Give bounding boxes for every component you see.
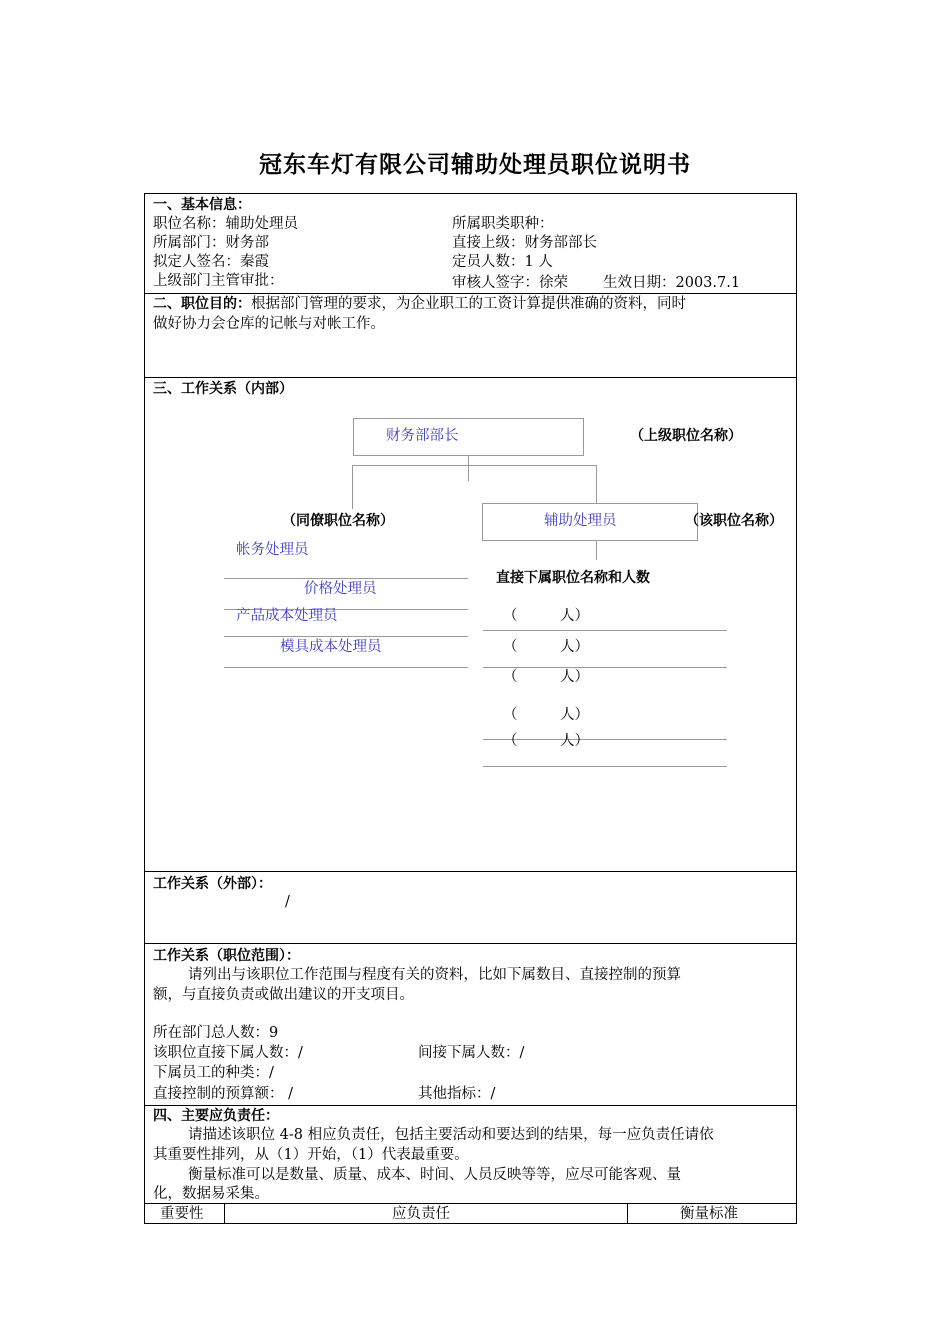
subordinate-slot-open: （ (503, 733, 518, 749)
superior-caption: （上级职位名称） (630, 428, 742, 444)
scope-intro-line-2: 额，与直接负责或做出建议的开支项目。 (153, 987, 414, 1003)
section-divider (144, 1105, 797, 1106)
column-divider (627, 1203, 628, 1223)
department: 所属部门：财务部 (153, 235, 269, 251)
subordinate-slot-open: （ (503, 707, 518, 723)
column-header-measure: 衡量标准 (680, 1206, 738, 1222)
job-category: 所属职类职种： (452, 216, 554, 232)
peer-item: 帐务处理员 (236, 542, 309, 558)
direct-subordinates: 该职位直接下属人数：/ (153, 1045, 303, 1061)
peer-separator (224, 667, 468, 668)
indirect-subordinates: 间接下属人数：/ (418, 1045, 525, 1061)
table-top-border (144, 193, 797, 194)
column-divider (224, 1203, 225, 1223)
duties-para2-line1: 衡量标准可以是数量、质量、成本、时间、人员反映等等，应尽可能客观、量 (188, 1167, 681, 1183)
basic-info-header: 一、基本信息： (153, 197, 251, 213)
table-right-border (796, 193, 797, 1224)
subordinate-slot-close: 人） (560, 608, 589, 624)
budget: 直接控制的预算额： / (153, 1086, 293, 1102)
internal-relations-header: 三、工作关系（内部） (153, 381, 293, 397)
peer-item: 价格处理员 (304, 581, 377, 597)
subordinate-slot-close: 人） (560, 707, 589, 723)
subordinate-separator (483, 739, 727, 740)
column-header-importance: 重要性 (160, 1206, 204, 1222)
column-header-responsibility: 应负责任 (392, 1206, 450, 1222)
headcount: 定员人数：1 人 (452, 254, 553, 270)
connector-line (596, 540, 597, 560)
job-name: 职位名称：辅助处理员 (153, 216, 298, 232)
subordinate-slot-open: （ (503, 608, 518, 624)
subordinate-slot-open: （ (503, 639, 518, 655)
purpose-header: 二、职位目的： (153, 296, 251, 312)
direct-superior: 直接上级：财务部部长 (452, 235, 597, 251)
section-divider (144, 943, 797, 944)
peer-separator (224, 578, 468, 579)
subordinate-separator (483, 630, 727, 631)
table-left-border (144, 193, 145, 1224)
external-relations-value: / (285, 894, 290, 910)
subordinate-slot-close: 人） (560, 639, 589, 655)
duties-header: 四、主要应负责任： (153, 1108, 279, 1124)
connector-line (596, 465, 597, 503)
reviewer-signature: 审核人签字：徐荣 (452, 275, 568, 291)
self-position-name: 辅助处理员 (544, 513, 617, 529)
superior-position-name: 财务部部长 (386, 428, 459, 444)
subordinate-slot-close: 人） (560, 669, 589, 685)
peer-item: 产品成本处理员 (236, 608, 338, 624)
purpose-text: 根据部门管理的要求，为企业职工的工资计算提供准确的资料，同时 (251, 296, 686, 312)
duties-para2-line2: 化，数据易采集。 (153, 1186, 269, 1202)
subordinate-types: 下属员工的种类：/ (153, 1065, 274, 1081)
duties-para1-line2: 其重要性排列，从（1）开始，（1）代表最重要。 (153, 1147, 469, 1163)
connector-line (468, 455, 469, 481)
duties-para1-line1: 请描述该职位 4-8 相应负责任，包括主要活动和要达到的结果，每一应负责任请依 (188, 1127, 714, 1143)
scope-header: 工作关系（职位范围）： (153, 948, 300, 964)
dept-total: 所在部门总人数：9 (153, 1025, 279, 1041)
subordinate-separator (483, 667, 727, 668)
subordinate-slot-open: （ (503, 669, 518, 685)
self-caption: （该职位名称） (685, 513, 783, 529)
purpose-line-1 (153, 295, 686, 314)
section-divider (144, 293, 797, 294)
external-relations-header: 工作关系（外部）： (153, 876, 272, 892)
other-metrics: 其他指标：/ (418, 1086, 496, 1102)
subordinate-separator (483, 766, 727, 767)
section-divider (144, 871, 797, 872)
section-divider (144, 377, 797, 378)
purpose-line-2: 做好协力会仓库的记帐与对帐工作。 (153, 316, 385, 332)
peer-item: 模具成本处理员 (280, 639, 382, 655)
peer-caption: （同僚职位名称） (282, 513, 394, 529)
peer-separator (224, 636, 468, 637)
document-title: 冠东车灯有限公司辅助处理员职位说明书 (259, 152, 691, 178)
subordinates-caption: 直接下属职位名称和人数 (496, 570, 650, 586)
drafter: 拟定人签名：秦霞 (153, 254, 269, 270)
connector-line (352, 465, 353, 509)
effective-date: 生效日期：2003.7.1 (603, 275, 741, 291)
subordinate-slot-close: 人） (560, 733, 589, 749)
connector-line (352, 465, 596, 466)
scope-intro-line-1: 请列出与该职位工作范围与程度有关的资料，比如下属数目、直接控制的预算 (188, 967, 681, 983)
supervisor-approval: 上级部门主管审批： (153, 273, 284, 289)
